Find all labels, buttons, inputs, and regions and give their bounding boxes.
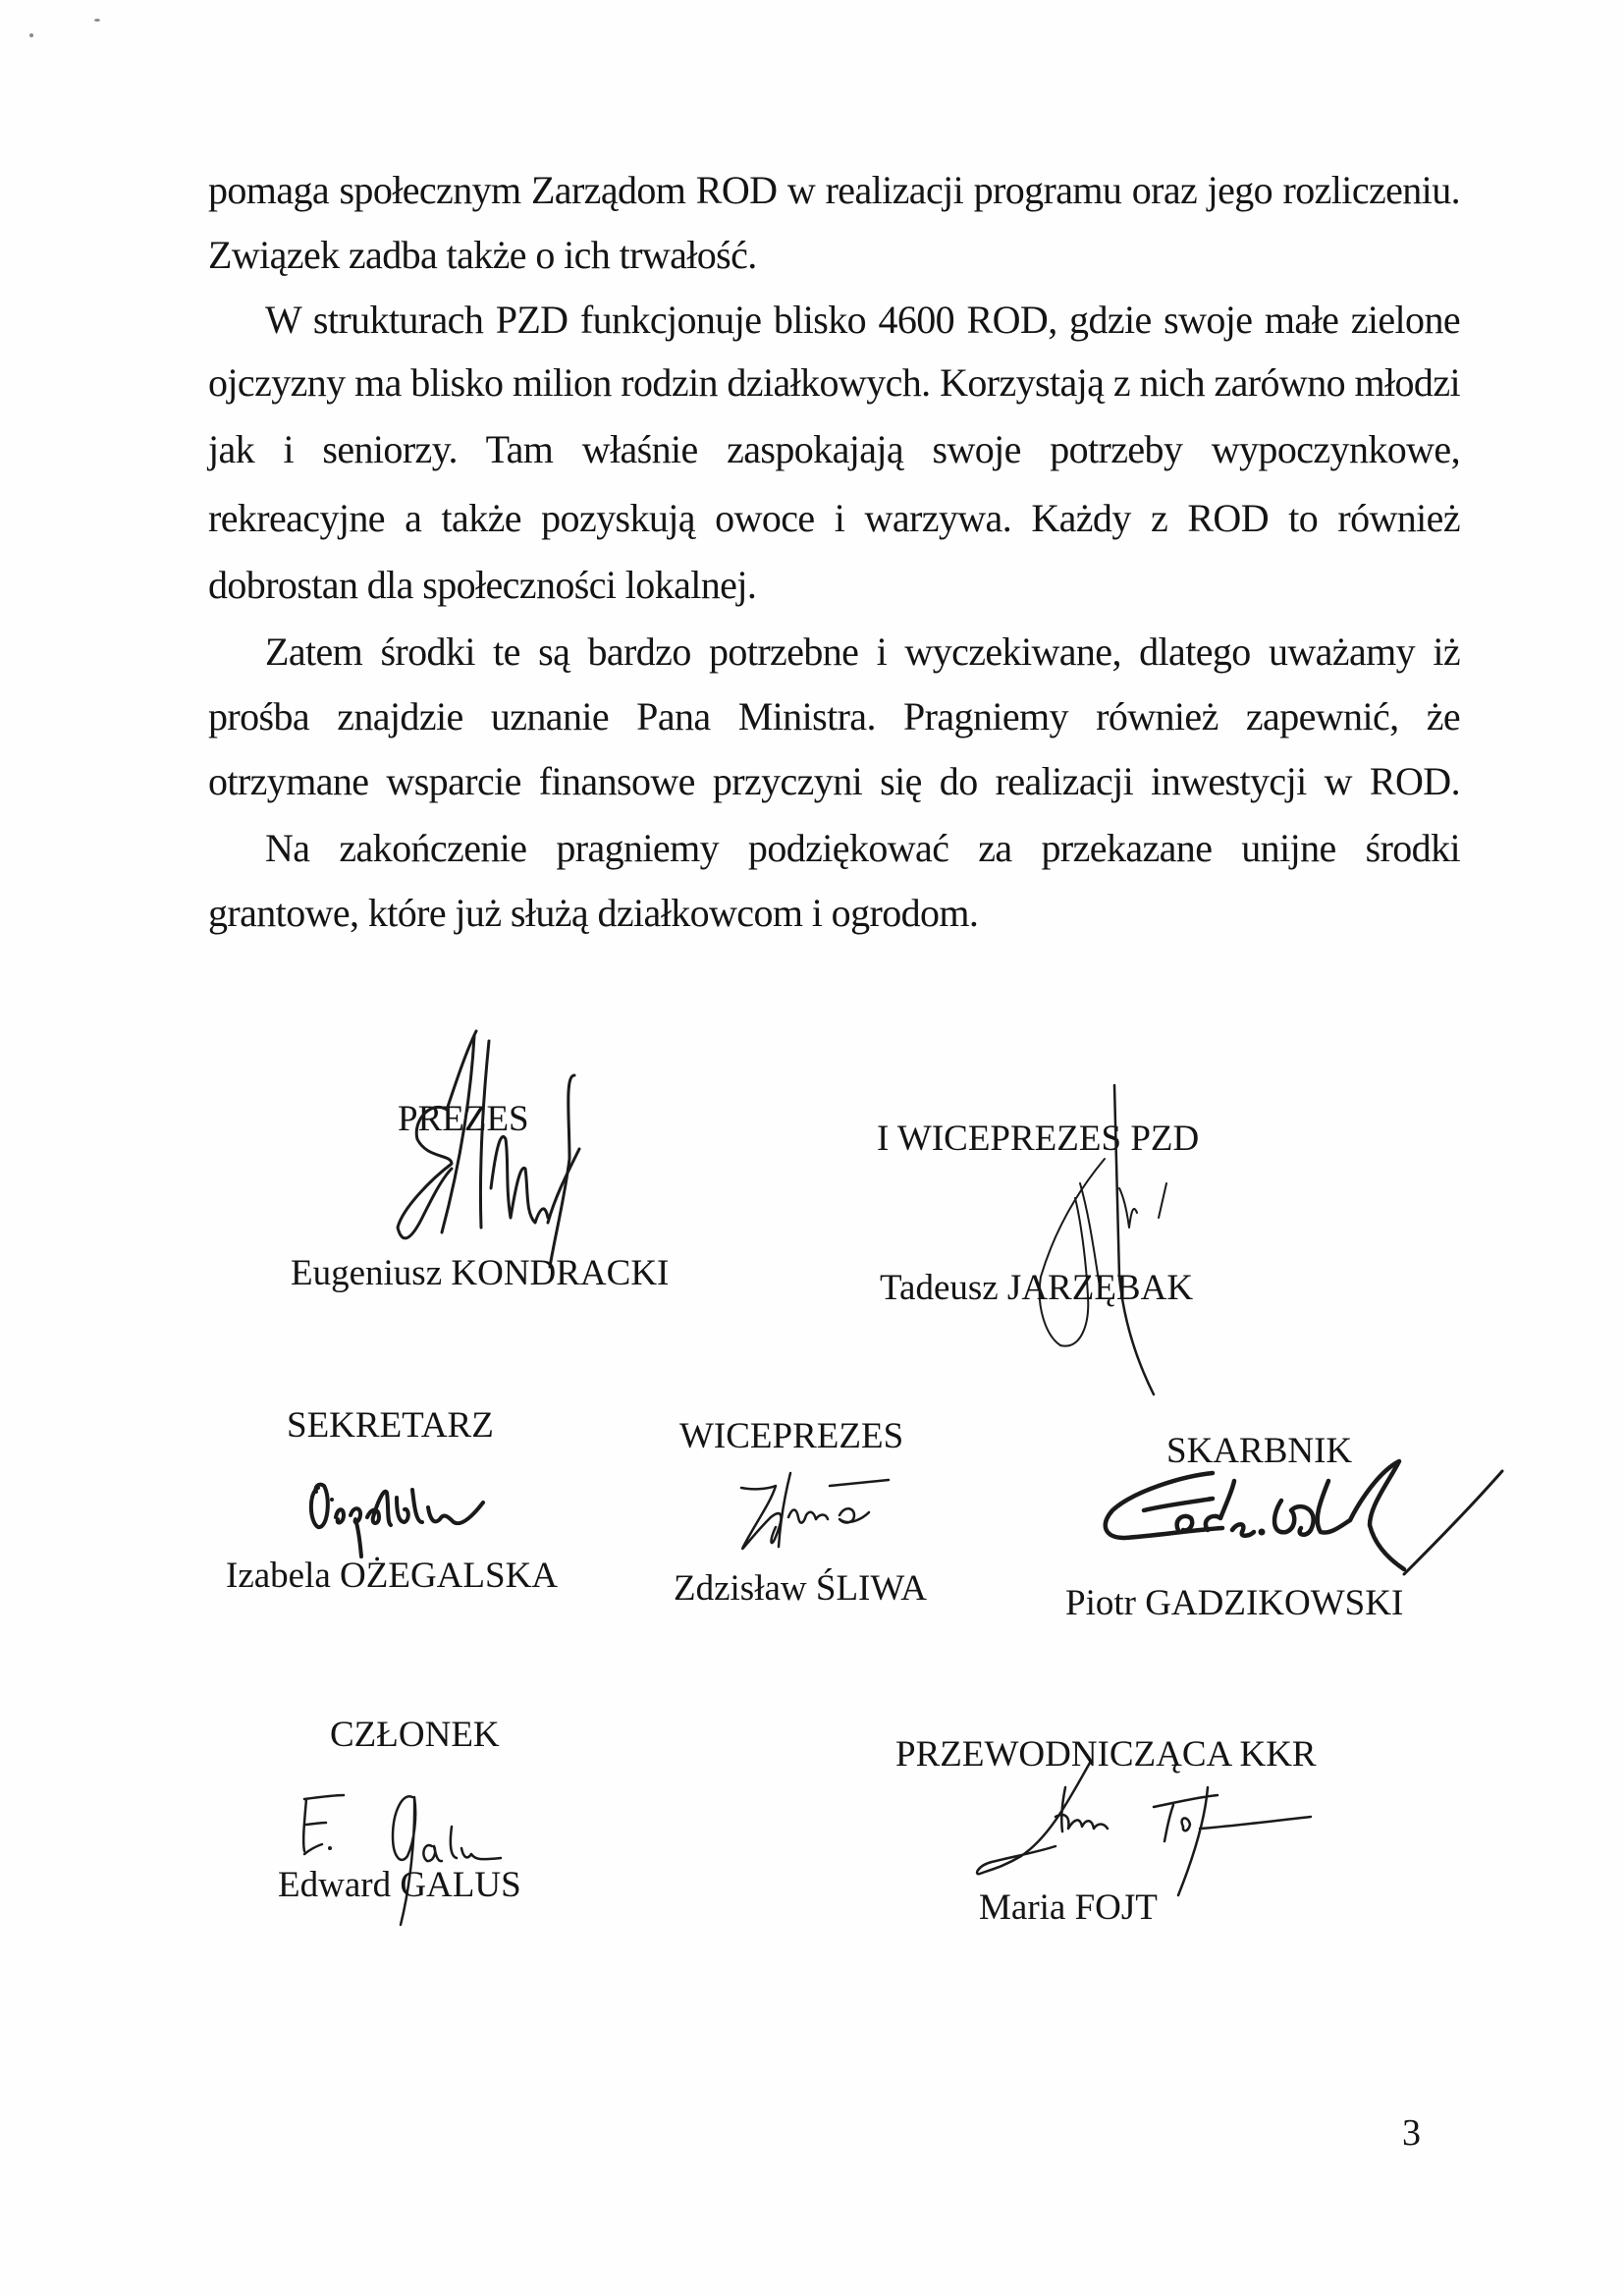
- body-line: ojczyzny ma blisko milion rodzin działkowych. Korzystają z nich zarówno młodzi: [208, 360, 1460, 405]
- body-line: Na zakończenie pragniemy podziękować za przekazane unijne środki: [265, 826, 1460, 870]
- body-line: grantowe, które już służą działkowcom i ogrodom.: [208, 891, 979, 935]
- body-line: rekreacyjne a także pozyskują owoce i warzywa. Każdy z ROD to również: [208, 496, 1460, 540]
- handwritten-signature: [972, 1758, 1345, 1905]
- signatory-name: Eugeniusz KONDRACKI: [291, 1253, 670, 1293]
- handwritten-signature: [731, 1468, 928, 1561]
- handwritten-signature: [1085, 1451, 1517, 1589]
- body-line: dobrostan dla społeczności lokalnej.: [208, 563, 757, 607]
- signatory-title: WICEPREZES: [679, 1416, 904, 1456]
- handwritten-signature: [373, 1021, 628, 1277]
- body-line: Związek zadba także o ich trwałość.: [208, 233, 757, 277]
- signatory-title: PREZES: [398, 1099, 529, 1139]
- body-line: jak i seniorzy. Tam właśnie zaspokajają swoje potrzeby wypoczynkowe,: [208, 427, 1460, 471]
- scan-speck: [94, 19, 100, 22]
- body-line: pomaga społecznym Zarządom ROD w realizacji programu oraz jego rozliczeniu.: [208, 168, 1460, 212]
- handwritten-signature: [295, 1787, 560, 1935]
- handwritten-signature: [1021, 1080, 1237, 1394]
- body-line: prośba znajdzie uznanie Pana Ministra. Pragniemy również zapewnić, że: [208, 694, 1460, 738]
- signatory-name: Piotr GADZIKOWSKI: [1065, 1583, 1404, 1623]
- handwritten-signature: [306, 1478, 513, 1561]
- body-line: Zatem środki te są bardzo potrzebne i wyczekiwane, dlatego uważamy iż: [265, 629, 1460, 674]
- signatory-title: CZŁONEK: [330, 1715, 500, 1755]
- signatory-name: Maria FOJT: [979, 1887, 1158, 1928]
- signatory-title: I WICEPREZES PZD: [877, 1119, 1200, 1159]
- signatory-name: Zdzisław ŚLIWA: [674, 1568, 927, 1609]
- signatory-name: Edward GALUS: [278, 1865, 521, 1905]
- signatory-title: PRZEWODNICZĄCA KKR: [895, 1734, 1317, 1775]
- body-line: W strukturach PZD funkcjonuje blisko 4600 ROD, gdzie swoje małe zielone: [265, 298, 1460, 342]
- signatory-name: Tadeusz JARZĘBAK: [880, 1268, 1194, 1308]
- body-line: otrzymane wsparcie finansowe przyczyni się do realizacji inwestycji w ROD.: [208, 759, 1460, 803]
- signatory-title: SKARBNIK: [1166, 1431, 1353, 1471]
- scan-speck: [29, 33, 33, 37]
- signatory-title: SEKRETARZ: [287, 1405, 494, 1446]
- signatory-name: Izabela OŻEGALSKA: [226, 1556, 559, 1596]
- page-number: 3: [1402, 2112, 1421, 2154]
